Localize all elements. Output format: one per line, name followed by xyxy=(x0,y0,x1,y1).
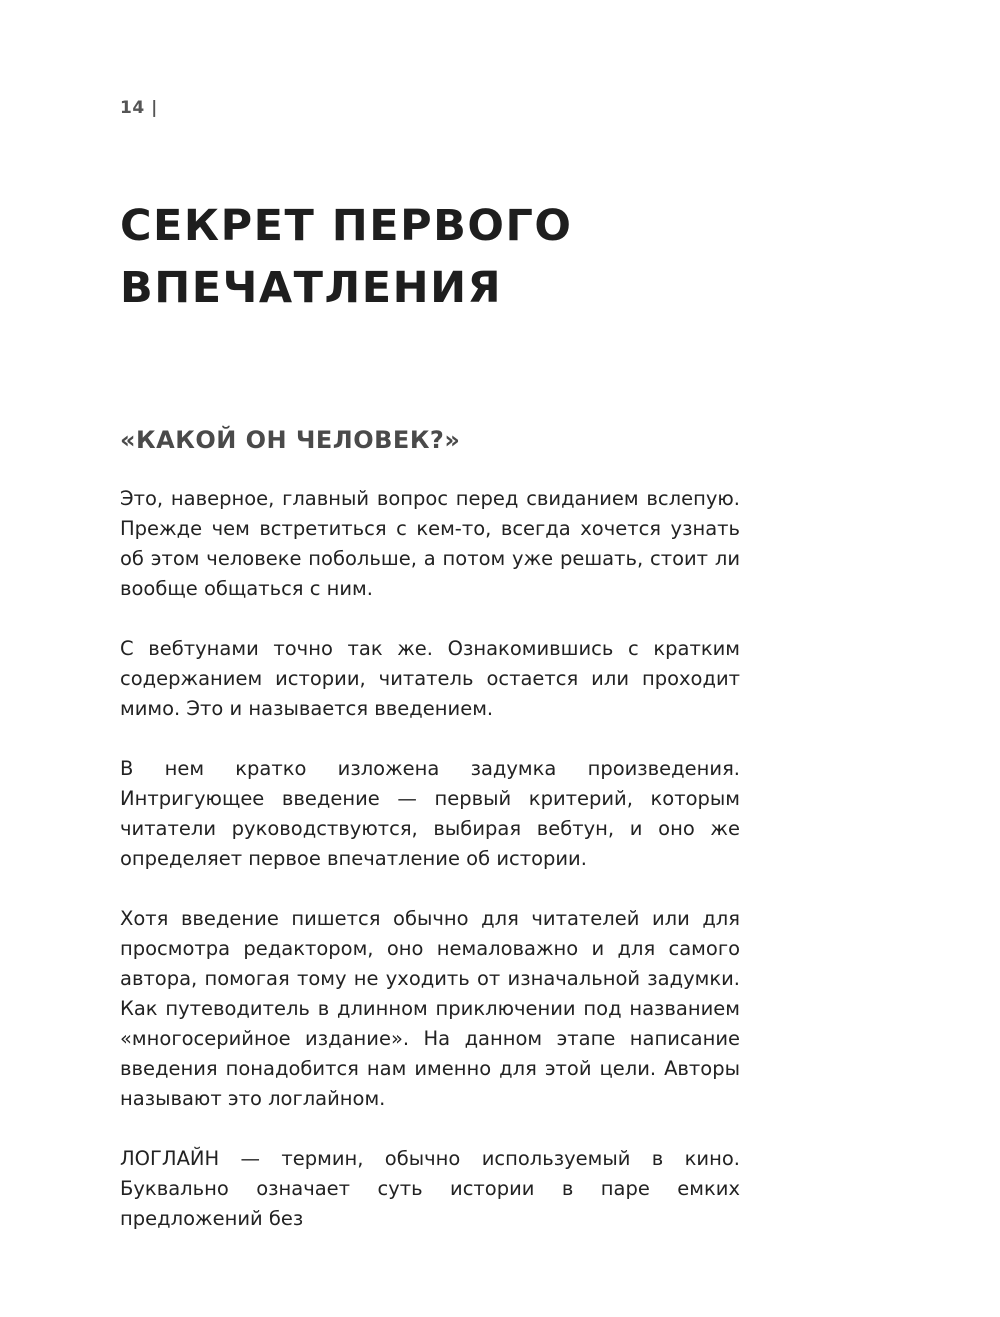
paragraph-1: Это, наверное, главный вопрос перед свиданием вслепую. Прежде чем встретиться с кем-то, всегда хочется узнать об этом человеке побольше, а потом уже решать, стоит ли вообще общаться с ним. xyxy=(120,487,740,600)
paragraph-2: С вебтунами точно так же. Ознакомившись с кратким содержанием истории, читатель остается или проходит мимо. Это и называется введением. xyxy=(120,637,740,720)
paragraph-5: ЛОГЛАЙН — термин, обычно используемый в кино. Буквально означает суть истории в паре емких предложений без xyxy=(120,1147,740,1230)
paragraph-3: В нем кратко изложена задумка произведения. Интригующее введение — первый критерий, которым читатели руководствуются, выбирая вебтун, и оно же определяет первое впечатление об истории. xyxy=(120,757,740,870)
section-heading: «КАКОЙ ОН ЧЕЛОВЕК?» xyxy=(120,426,461,454)
page-number: 14 | xyxy=(120,98,158,118)
chapter-title-line-2: ВПЕЧАТЛЕНИЯ xyxy=(120,263,503,313)
body-text xyxy=(120,484,740,1264)
paragraph-4: Хотя введение пишется обычно для читателей или для просмотра редактором, оно немаловажно и для самого автора, помогая тому не уходить от изначальной задумки. Как путеводитель в длинном приключении под названием «многосерийное издание». На данном этапе написание введения понадобится нам именно для этой цели. Авторы называют это логлайном. xyxy=(120,907,740,1110)
chapter-title-line-1: СЕКРЕТ ПЕРВОГО xyxy=(120,201,573,251)
chapter-title xyxy=(120,195,572,319)
